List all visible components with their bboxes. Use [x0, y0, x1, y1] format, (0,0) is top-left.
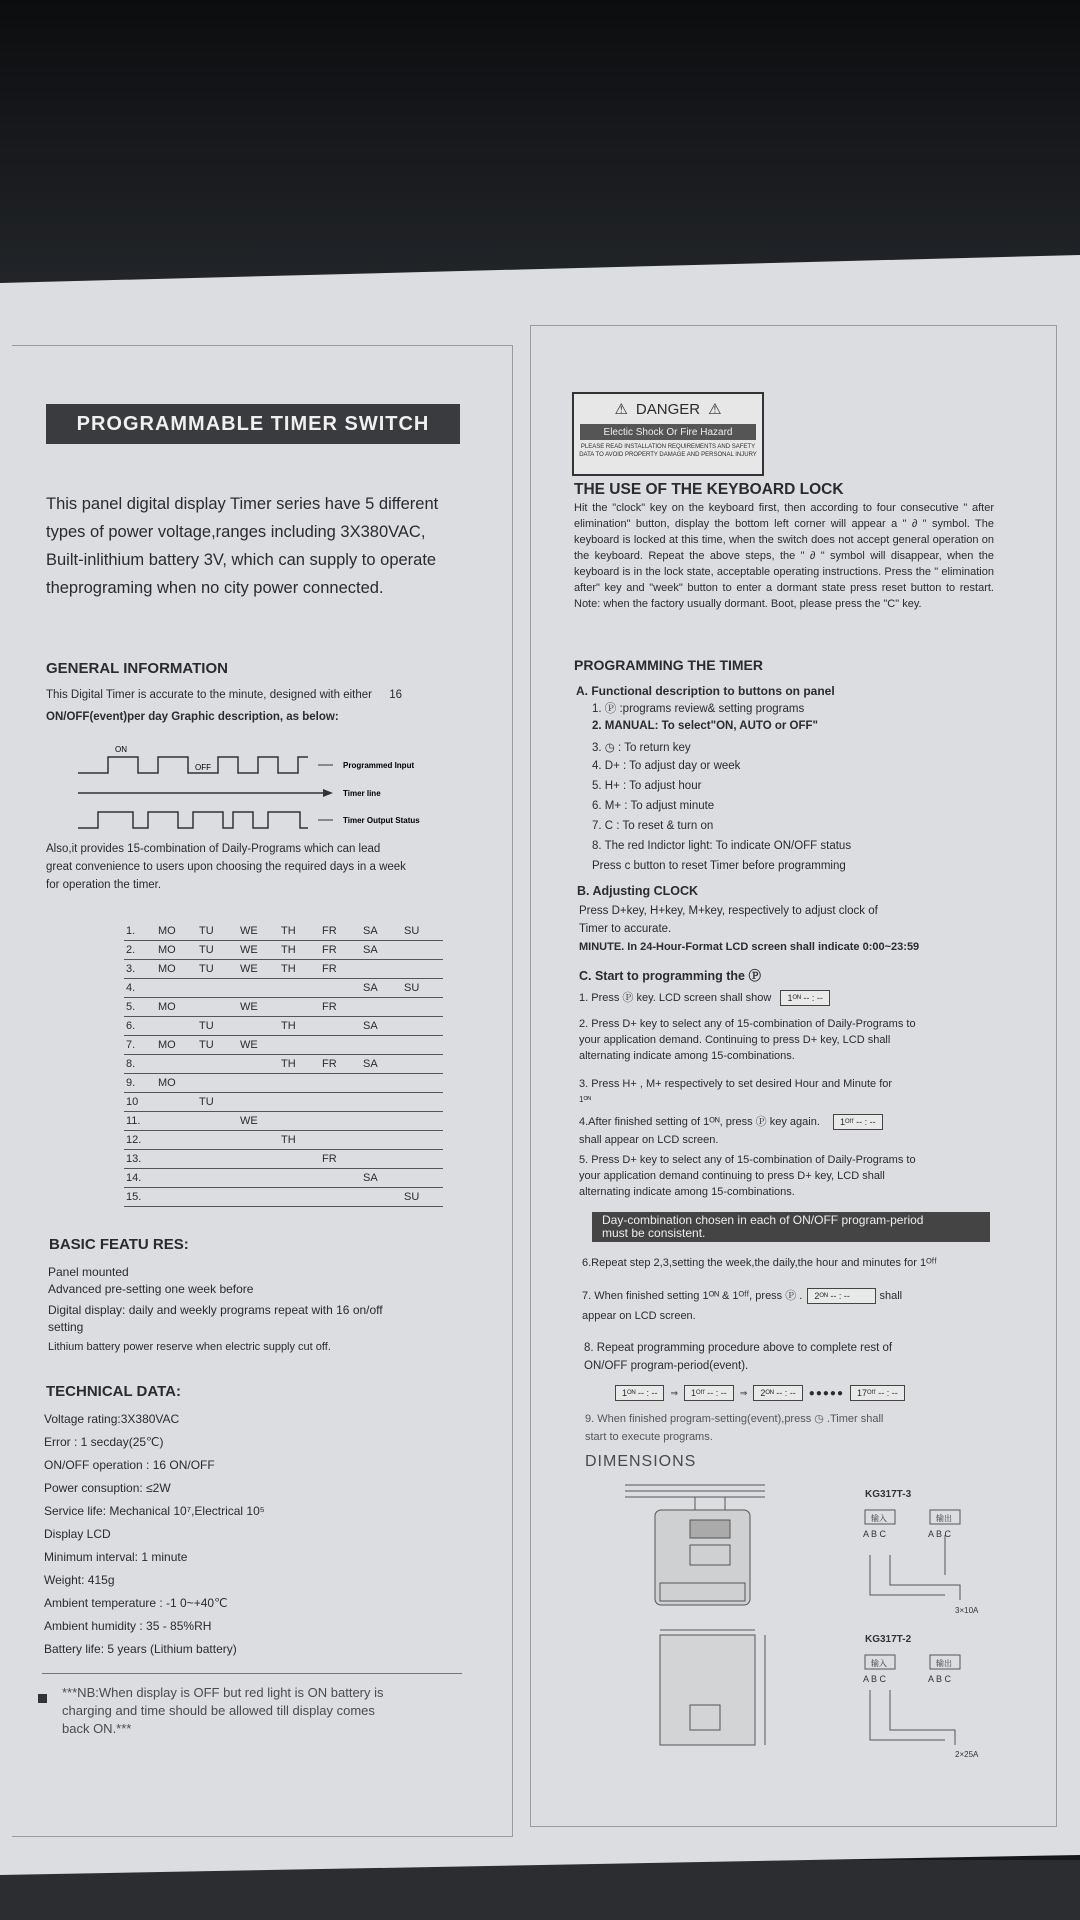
- lcd-sequence: [615, 1385, 905, 1401]
- function-item: 4. D+ : To adjust day or week: [592, 760, 741, 772]
- day-cell: [361, 1112, 402, 1131]
- day-cell: [320, 1169, 361, 1188]
- day-cell: [279, 1188, 320, 1207]
- step-line: 4.After finished setting of 1ᴼᴺ, press Ⓟ key again.: [579, 1116, 820, 1128]
- day-cell: [361, 960, 402, 979]
- day-cell: [238, 1074, 279, 1093]
- day-cell: [320, 1074, 361, 1093]
- start-programming-heading: C. Start to programming the Ⓟ: [579, 969, 761, 983]
- input-label: 输入: [871, 1659, 887, 1668]
- step-7: [582, 1286, 902, 1326]
- warning-line: Day-combination chosen in each of ON/OFF program-period: [602, 1213, 924, 1227]
- day-cell: TU: [197, 1017, 238, 1036]
- day-cell: TU: [197, 922, 238, 941]
- adjust-clock-text: [579, 902, 919, 956]
- function-item: 7. C : To reset & turn on: [592, 820, 714, 832]
- waveform-diagram: [78, 740, 458, 840]
- step-line: ON/OFF program-period(event).: [584, 1360, 749, 1372]
- day-cell: [238, 979, 279, 998]
- day-cell: FR: [320, 941, 361, 960]
- bullet-square: [38, 1694, 47, 1703]
- step-line: alternating indicate among 15-combinations.: [579, 1186, 795, 1198]
- day-cell: [402, 1093, 443, 1112]
- day-cell: [402, 1036, 443, 1055]
- day-cell: [238, 1188, 279, 1207]
- wave-off-label: OFF: [195, 763, 211, 772]
- day-cell: WE: [238, 1112, 279, 1131]
- step-9: [585, 1410, 883, 1446]
- day-cell: MO: [156, 941, 197, 960]
- day-cell: [197, 1150, 238, 1169]
- row-number: 1.: [124, 922, 156, 941]
- day-cell: [156, 1017, 197, 1036]
- intro-line: theprograming when no city power connected.: [46, 579, 384, 597]
- day-cell: [402, 960, 443, 979]
- step-8: [584, 1339, 892, 1375]
- day-cell: FR: [320, 998, 361, 1017]
- day-cell: [320, 979, 361, 998]
- day-cell: MO: [156, 998, 197, 1017]
- day-combination-row: [124, 922, 443, 941]
- row-number: 11.: [124, 1112, 156, 1131]
- row-number: 8.: [124, 1055, 156, 1074]
- day-cell: [320, 1131, 361, 1150]
- day-cell: [156, 1150, 197, 1169]
- day-cell: [238, 1093, 279, 1112]
- tech-item: Ambient temperature : -1 0~+40℃: [44, 1596, 228, 1610]
- day-cell: [238, 1055, 279, 1074]
- row-number: 7.: [124, 1036, 156, 1055]
- day-cell: [279, 979, 320, 998]
- day-cell: [279, 1112, 320, 1131]
- phase-labels: A B C: [863, 1529, 887, 1539]
- day-cell: TH: [279, 941, 320, 960]
- step-line: your application demand. Continuing to press D+ key, LCD shall: [579, 1034, 891, 1046]
- step-1: [579, 989, 830, 1006]
- day-combination-row: [124, 1017, 443, 1036]
- day-cell: [279, 1150, 320, 1169]
- day-cell: [238, 1131, 279, 1150]
- output-status-wave: [78, 812, 308, 828]
- day-cell: TU: [197, 1093, 238, 1112]
- day-cell: [402, 1055, 443, 1074]
- day-cell: [402, 1017, 443, 1036]
- function-item: 2. MANUAL: To select"ON, AUTO or OFF": [592, 720, 819, 732]
- tech-data-heading: TECHNICAL DATA:: [46, 1383, 181, 1400]
- lcd-seq-item: 1ᴼᶠᶠ -- : --: [684, 1385, 734, 1401]
- day-cell: TH: [279, 1131, 320, 1150]
- function-item: 3. ◷ : To return key: [592, 742, 691, 754]
- day-cell: TU: [197, 960, 238, 979]
- day-cell: [361, 1036, 402, 1055]
- divider: [42, 1673, 462, 1674]
- step-line: 8. Repeat programming procedure above to complete rest of: [584, 1342, 893, 1354]
- step-line: 1ᴼᴺ: [579, 1095, 591, 1104]
- day-cell: [320, 1188, 361, 1207]
- day-cell: [402, 1169, 443, 1188]
- also-line: great convenience to users upon choosing the required days in a week: [46, 861, 406, 873]
- also-line: for operation the timer.: [46, 879, 162, 891]
- day-cell: [197, 1112, 238, 1131]
- warning-triangle-icon: ⚠: [614, 401, 628, 418]
- day-combination-row: [124, 1074, 443, 1093]
- day-cell: [238, 1017, 279, 1036]
- day-combination-warning: [592, 1212, 990, 1242]
- danger-title-row: [574, 394, 762, 424]
- day-cell: TH: [279, 960, 320, 979]
- lcd-seq-item: 17ᴼᶠᶠ -- : --: [850, 1385, 905, 1401]
- tech-item: Battery life: 5 years (Lithium battery): [44, 1642, 237, 1656]
- day-combination-row: [124, 1188, 443, 1207]
- day-cell: [238, 1169, 279, 1188]
- day-cell: SA: [361, 1169, 402, 1188]
- programmed-input-wave: [78, 757, 308, 773]
- function-item: 8. The red Indictor light: To indicate ON/OFF status: [592, 840, 852, 852]
- day-cell: [402, 998, 443, 1017]
- programming-heading: PROGRAMMING THE TIMER: [574, 657, 763, 673]
- danger-fine-print: PLEASE READ INSTALLATION REQUIREMENTS AND SAFETY DATA TO AVOID PROPERTY DAMAGE AND PERSONAL INJURY: [579, 444, 757, 458]
- day-cell: SA: [361, 1017, 402, 1036]
- day-cell: SA: [361, 941, 402, 960]
- phase-labels: A B C: [928, 1674, 952, 1684]
- day-cell: [402, 1074, 443, 1093]
- also-line: Also,it provides 15-combination of Daily-Programs which can lead: [46, 843, 381, 855]
- warning-triangle-icon: ⚠: [708, 401, 722, 418]
- nb-line: back ON.***: [62, 1721, 132, 1736]
- day-cell: FR: [320, 1055, 361, 1074]
- day-cell: TU: [197, 1036, 238, 1055]
- day-cell: [238, 1150, 279, 1169]
- lcd-seq-item: 1ᴼᴺ -- : --: [615, 1385, 664, 1401]
- general-text-line-2: ON/OFF(event)per day Graphic description, as below:: [46, 711, 339, 723]
- lcd-screen: [690, 1520, 730, 1538]
- step-line: appear on LCD screen.: [582, 1310, 696, 1322]
- clock-line: MINUTE. In 24-Hour-Format LCD screen shall indicate 0:00~23:59: [579, 941, 920, 953]
- day-cell: [197, 1055, 238, 1074]
- day-cell: [402, 1150, 443, 1169]
- intro-line: Built-inlithium battery 3V, which can supply to operate: [46, 551, 437, 569]
- nb-note: [62, 1684, 384, 1738]
- general-text: [46, 686, 402, 704]
- day-cell: WE: [238, 998, 279, 1017]
- danger-label: [572, 392, 764, 476]
- step-4: [579, 1113, 883, 1149]
- step-line: start to execute programs.: [585, 1431, 713, 1443]
- day-cell: [320, 1093, 361, 1112]
- input-label: 输入: [871, 1514, 887, 1523]
- day-cell: SA: [361, 1055, 402, 1074]
- wiring-path: [890, 1555, 960, 1600]
- step-line: 7. When finished setting 1ᴼᴺ & 1ᴼᶠᶠ, press Ⓟ .: [582, 1290, 803, 1302]
- day-cell: FR: [320, 1150, 361, 1169]
- lcd-seq-item: 2ᴼᴺ -- : --: [753, 1385, 802, 1401]
- day-cell: [279, 1169, 320, 1188]
- functional-heading: A. Functional description to buttons on panel: [576, 684, 835, 698]
- day-cell: SA: [361, 922, 402, 941]
- tech-item: Display LCD: [44, 1527, 111, 1541]
- function-item: 1. Ⓟ :programs review& setting programs: [592, 703, 805, 715]
- lcd-display-1off: 1ᴼᶠᶠ -- : --: [833, 1114, 883, 1130]
- lcd-display-2on: 2ᴼᴺ -- : --: [807, 1288, 876, 1304]
- day-cell: MO: [156, 1074, 197, 1093]
- day-cell: [156, 1112, 197, 1131]
- also-paragraph: [46, 840, 406, 894]
- tech-item: Service life: Mechanical 10⁷,Electrical 10⁵: [44, 1504, 265, 1518]
- wiring-path: [870, 1555, 945, 1595]
- intro-line: This panel digital display Timer series have 5 different: [46, 495, 439, 513]
- step-line: 5. Press D+ key to select any of 15-combination of Daily-Programs to: [579, 1154, 916, 1166]
- adjust-clock-heading: B. Adjusting CLOCK: [577, 884, 699, 898]
- day-combination-row: [124, 1150, 443, 1169]
- step-line: shall appear on LCD screen.: [579, 1134, 719, 1146]
- day-cell: [320, 1036, 361, 1055]
- clock-line: Timer to accurate.: [579, 923, 672, 935]
- day-cell: [402, 1131, 443, 1150]
- general-text-number: 16: [389, 689, 402, 701]
- day-combination-row: [124, 1055, 443, 1074]
- danger-subtitle: Electic Shock Or Fire Hazard: [580, 424, 756, 440]
- day-combination-row: [124, 1131, 443, 1150]
- row-number: 10: [124, 1093, 156, 1112]
- nb-line: charging and time should be allowed till display comes: [62, 1703, 375, 1718]
- day-cell: [156, 1169, 197, 1188]
- timer-side-view: [660, 1635, 755, 1745]
- row-number: 5.: [124, 998, 156, 1017]
- function-item: 6. M+ : To adjust minute: [592, 800, 715, 812]
- step-6: 6.Repeat step 2,3,setting the week,the daily,the hour and minutes for 1ᴼᶠᶠ: [582, 1257, 937, 1269]
- day-cell: [279, 1036, 320, 1055]
- tech-item: Error : 1 secday(25℃): [44, 1435, 164, 1449]
- day-cell: FR: [320, 960, 361, 979]
- day-cell: [279, 1074, 320, 1093]
- row-number: 14.: [124, 1169, 156, 1188]
- wave-timer-line-label: Timer line: [343, 789, 381, 798]
- day-cell: [320, 1017, 361, 1036]
- danger-title: DANGER: [635, 400, 701, 418]
- day-cell: FR: [320, 922, 361, 941]
- step-1-text: 1. Press Ⓟ key. LCD screen shall show: [579, 992, 772, 1004]
- day-cell: [402, 1112, 443, 1131]
- features-list: [48, 1264, 383, 1356]
- day-cell: [361, 1150, 402, 1169]
- rating-label-1: 3×10A: [955, 1606, 979, 1615]
- day-cell: [197, 1169, 238, 1188]
- features-heading: BASIC FEATU RES:: [49, 1236, 189, 1253]
- ellipsis-dots: ●●●●●: [808, 1387, 844, 1399]
- step-line: shall: [879, 1290, 903, 1302]
- day-cell: WE: [238, 922, 279, 941]
- day-cell: [402, 941, 443, 960]
- step-5: [579, 1152, 916, 1200]
- day-cell: TU: [197, 941, 238, 960]
- intro-line: types of power voltage,ranges including 3X380VAC,: [46, 523, 426, 541]
- wave-on-label: ON: [115, 745, 127, 754]
- day-cell: [156, 1188, 197, 1207]
- warning-line: must be consistent.: [602, 1226, 706, 1240]
- day-cell: SU: [402, 979, 443, 998]
- row-number: 6.: [124, 1017, 156, 1036]
- dimensions-diagram: [615, 1475, 1035, 1765]
- tech-item: Voltage rating:3X380VAC: [44, 1412, 180, 1426]
- output-label: 输出: [936, 1514, 952, 1523]
- day-cell: [279, 998, 320, 1017]
- step-line: your application demand continuing to press D+ key, LCD shall: [579, 1170, 885, 1182]
- day-cell: MO: [156, 960, 197, 979]
- row-number: 13.: [124, 1150, 156, 1169]
- day-combination-row: [124, 960, 443, 979]
- day-cell: TH: [279, 1055, 320, 1074]
- function-item: 5. H+ : To adjust hour: [592, 780, 702, 792]
- day-cell: SA: [361, 979, 402, 998]
- day-combination-row: [124, 998, 443, 1017]
- day-cell: [197, 979, 238, 998]
- tech-item: Power consuption: ≤2W: [44, 1481, 171, 1495]
- feature-item: Panel mounted: [48, 1265, 129, 1279]
- step-line: alternating indicate among 15-combinations.: [579, 1050, 795, 1062]
- step-line: 3. Press H+ , M+ respectively to set desired Hour and Minute for: [579, 1078, 893, 1090]
- model-label-2: KG317T-2: [865, 1634, 912, 1645]
- step-2: [579, 1016, 916, 1064]
- day-cell: MO: [156, 922, 197, 941]
- wiring-path: [890, 1690, 955, 1745]
- day-combination-row: [124, 1169, 443, 1188]
- row-number: 12.: [124, 1131, 156, 1150]
- wave-programmed-input-label: Programmed Input: [343, 761, 415, 770]
- day-combination-row: [124, 1036, 443, 1055]
- day-cell: [197, 1074, 238, 1093]
- keyboard-lock-text: Hit the "clock" key on the keyboard first, then according to four consecutive " after elimination" button, display the bottom left corner will appear a " ∂ " symbol. The keyboard is locked at this time, when the switch does not accept general operation on the keyboard. Repeat the above steps, the " ∂ " symbol will disappear, when the keyboard is in the lock state, acceptable operating instructions. Press the " elimination after" key and "week" button to enter a dormant state press reset button to restart. Note: when the factory usually dormant. Boot, please press the "C" key.: [574, 502, 994, 610]
- day-cell: SU: [402, 922, 443, 941]
- day-cell: [361, 1093, 402, 1112]
- intro-paragraph: [46, 490, 486, 602]
- page-title: PROGRAMMABLE TIMER SWITCH: [46, 404, 460, 444]
- step-line: 2. Press D+ key to select any of 15-combination of Daily-Programs to: [579, 1018, 916, 1030]
- general-text-line: This Digital Timer is accurate to the minute, designed with either: [46, 689, 372, 701]
- day-combination-row: [124, 1093, 443, 1112]
- model-label-1: KG317T-3: [865, 1489, 912, 1500]
- day-combination-row: [124, 1112, 443, 1131]
- tech-item: Ambient humidity : 35 - 85%RH: [44, 1619, 212, 1633]
- day-cell: WE: [238, 960, 279, 979]
- lcd-display-1on: 1ᴼᴺ -- : --: [780, 990, 829, 1006]
- day-cell: [156, 1055, 197, 1074]
- function-item: Press c button to reset Timer before programming: [592, 860, 846, 872]
- general-info-heading: GENERAL INFORMATION: [46, 660, 228, 677]
- keyboard-lock-heading: THE USE OF THE KEYBOARD LOCK: [574, 481, 844, 498]
- day-cell: [197, 1188, 238, 1207]
- day-combination-row: [124, 941, 443, 960]
- day-cell: [320, 1112, 361, 1131]
- tech-item: ON/OFF operation : 16 ON/OFF: [44, 1458, 215, 1472]
- wave-output-label: Timer Output Status: [343, 816, 420, 825]
- day-cell: [361, 1074, 402, 1093]
- feature-item: Advanced pre-setting one week before: [48, 1282, 254, 1296]
- dimensions-heading: DIMENSIONS: [585, 1453, 697, 1470]
- step-3: [579, 1076, 892, 1108]
- arrow-icon: ⇒: [670, 1387, 679, 1398]
- day-cell: [361, 998, 402, 1017]
- row-number: 4.: [124, 979, 156, 998]
- rating-label-2: 2×25A: [955, 1750, 979, 1759]
- tech-data-list: [44, 1412, 265, 1665]
- feature-item: Digital display: daily and weekly programs repeat with 16 on/off: [48, 1303, 383, 1317]
- tech-item: Weight: 415g: [44, 1573, 115, 1587]
- day-cell: MO: [156, 1036, 197, 1055]
- day-cell: TH: [279, 922, 320, 941]
- day-cell: WE: [238, 941, 279, 960]
- day-combination-row: [124, 979, 443, 998]
- output-label: 输出: [936, 1659, 952, 1668]
- day-cell: [197, 998, 238, 1017]
- background-surface: [0, 0, 1080, 300]
- row-number: 2.: [124, 941, 156, 960]
- day-cell: SU: [402, 1188, 443, 1207]
- day-cell: [156, 979, 197, 998]
- day-cell: [156, 1093, 197, 1112]
- day-cell: [279, 1093, 320, 1112]
- feature-item: Lithium battery power reserve when electric supply cut off.: [48, 1341, 331, 1353]
- wiring-path: [870, 1690, 945, 1740]
- step-line: 9. When finished program-setting(event),press ◷ .Timer shall: [585, 1413, 884, 1425]
- phase-labels: A B C: [928, 1529, 952, 1539]
- day-cell: [361, 1188, 402, 1207]
- arrow-icon: ⇒: [739, 1387, 748, 1398]
- row-number: 3.: [124, 960, 156, 979]
- feature-item: setting: [48, 1320, 84, 1334]
- day-cell: [361, 1131, 402, 1150]
- day-cell: [156, 1131, 197, 1150]
- day-cell: [197, 1131, 238, 1150]
- day-cell: TH: [279, 1017, 320, 1036]
- nb-line: ***NB:When display is OFF but red light is ON battery is: [62, 1685, 384, 1700]
- clock-line: Press D+key, H+key, M+key, respectively to adjust clock of: [579, 905, 878, 917]
- row-number: 15.: [124, 1188, 156, 1207]
- row-number: 9.: [124, 1074, 156, 1093]
- day-cell: WE: [238, 1036, 279, 1055]
- phase-labels: A B C: [863, 1674, 887, 1684]
- arrow-head: [323, 789, 333, 797]
- tech-item: Minimum interval: 1 minute: [44, 1550, 188, 1564]
- day-combination-table: [124, 922, 443, 1207]
- function-list: [592, 700, 851, 880]
